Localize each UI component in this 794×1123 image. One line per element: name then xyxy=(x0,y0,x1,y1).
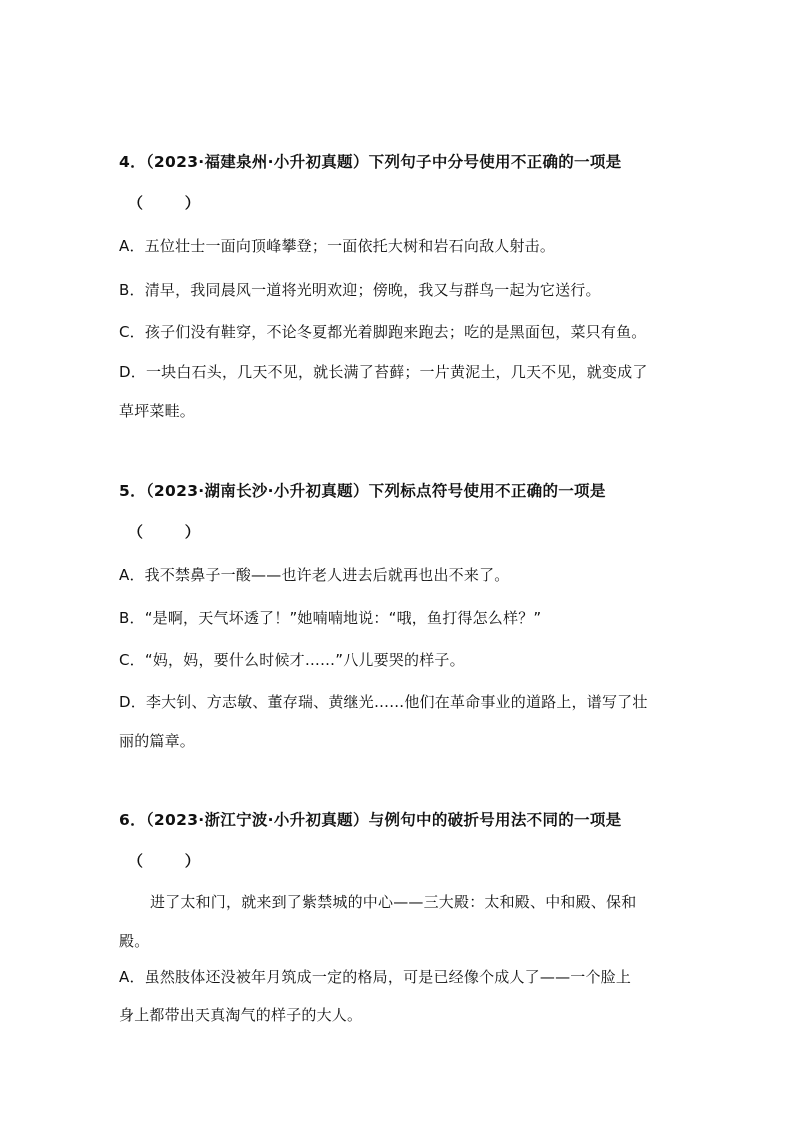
question-5-option-d: D．李大钊、方志敏、董存瑞、黄继光……他们在革命事业的道路上，谱写了壮 xyxy=(119,693,648,711)
question-6-option-a-cont: 身上都带出天真淘气的样子的大人。 xyxy=(119,1006,363,1024)
question-5-option-c: C．“妈，妈，要什么时候才……”八儿要哭的样子。 xyxy=(119,651,465,669)
question-4-option-a: A．五位壮士一面向顶峰攀登；一面依托大树和岩石向敌人射击。 xyxy=(119,237,556,255)
question-4-title: 4．（2023·福建泉州·小升初真题）下列句子中分号使用不正确的一项是 xyxy=(119,153,622,171)
question-6-example-sentence: 进了太和门，就来到了紫禁城的中心——三大殿：太和殿、中和殿、保和 xyxy=(150,893,637,911)
question-4-option-d-cont: 草坪菜畦。 xyxy=(119,402,196,420)
question-5-answer-blank: （ ） xyxy=(128,523,200,541)
question-4-option-c: C．孩子们没有鞋穿，不论冬夏都光着脚跑来跑去；吃的是黑面包，菜只有鱼。 xyxy=(119,323,647,341)
question-6-example-sentence-cont: 殿。 xyxy=(119,932,150,950)
question-5-option-d-cont: 丽的篇章。 xyxy=(119,732,196,750)
question-6-answer-blank: （ ） xyxy=(128,852,200,870)
question-5-option-b: B．“是啊，天气坏透了！”她喃喃地说：“哦，鱼打得怎么样？” xyxy=(119,609,542,627)
question-5-option-a: A．我不禁鼻子一酸——也许老人进去后就再也出不来了。 xyxy=(119,566,510,584)
question-4-option-b: B．清早，我同晨风一道将光明欢迎；傍晚，我又与群鸟一起为它送行。 xyxy=(119,281,601,299)
question-5-title: 5．（2023·湖南长沙·小升初真题）下列标点符号使用不正确的一项是 xyxy=(119,482,606,500)
question-6-option-a: A．虽然肢体还没被年月筑成一定的格局，可是已经像个成人了——一个脸上 xyxy=(119,968,632,986)
question-4-answer-blank: （ ） xyxy=(128,194,200,212)
question-6-title: 6．（2023·浙江宁波·小升初真题）与例句中的破折号用法不同的一项是 xyxy=(119,811,622,829)
question-4-option-d: D．一块白石头，几天不见，就长满了苔藓；一片黄泥土，几天不见，就变成了 xyxy=(119,363,648,381)
